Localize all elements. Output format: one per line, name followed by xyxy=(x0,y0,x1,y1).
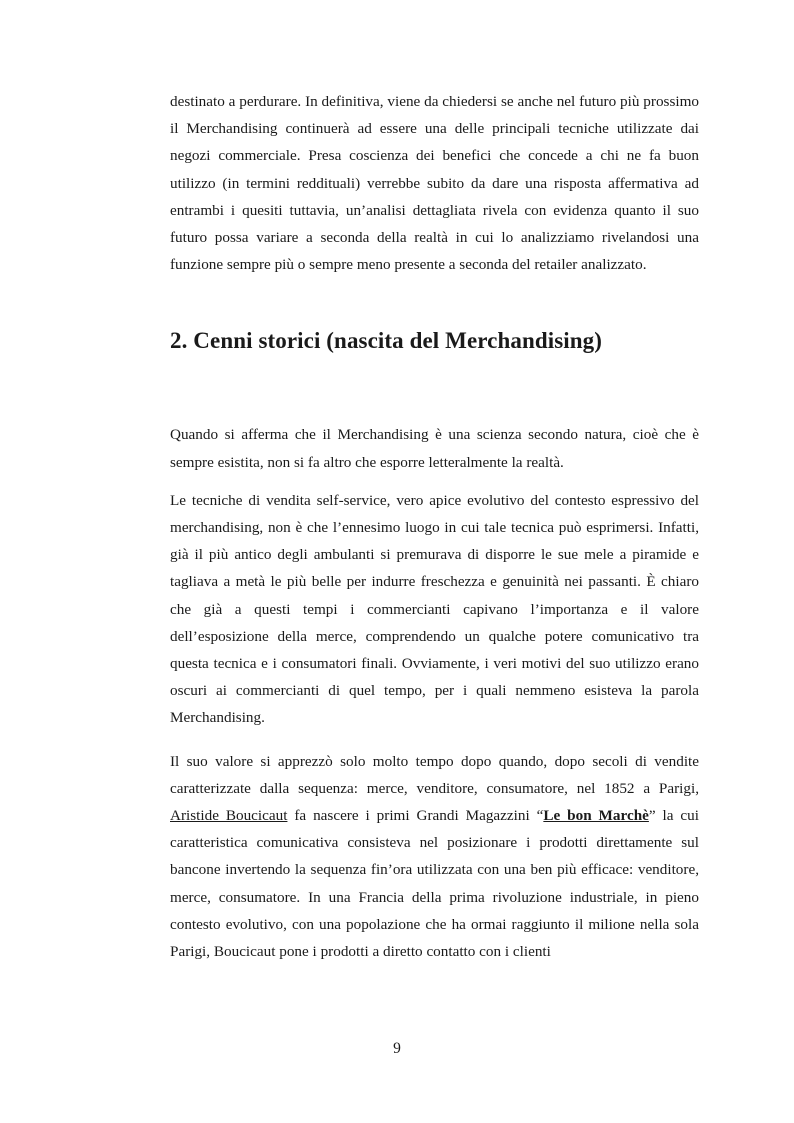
intro-paragraph: destinato a perdurare. In definitiva, viene da chiedersi se anche nel futuro più prossimo il Merchandising continuerà ad essere una delle principali tecniche utilizzate dai negozi commerciale. Presa coscienza dei benefici che concede a chi ne fa buon utilizzo (in termini reddituali) verrebbe subito da dare una risposta affermativa ad entrambi i quesiti tuttavia, un’analisi dettagliata rivela con evidenza quanto il suo futuro possa variare a seconda della realtà in cui lo analizziamo rivelandosi una funzione sempre più o sempre meno presente a seconda del retailer analizzato. xyxy=(170,93,699,274)
section-heading: 2. Cenni storici (nascita del Merchandising) xyxy=(170,328,603,354)
le-bon-marche-link[interactable]: Le bon Marchè xyxy=(543,807,649,825)
paragraph-nature: Quando si afferma che il Merchandising è una scienza secondo natura, cioè che è sempre esistita, non si fa altro che esporre letteralmente la realtà. xyxy=(170,426,699,471)
page-body xyxy=(170,88,699,965)
paragraph-boucicaut-text-a: Il suo valore si apprezzò solo molto tempo dopo quando, dopo secoli di vendite caratterizzate dalla sequenza: merce, venditore, consumatore, nel 1852 a Parigi, xyxy=(170,752,699,797)
paragraph-boucicaut xyxy=(170,748,699,966)
paragraph-boucicaut-text-b: fa nascere i primi Grandi Magazzini “ xyxy=(287,807,544,825)
page-number: 9 xyxy=(393,1040,401,1057)
aristide-boucicaut-link[interactable]: Aristide Boucicaut xyxy=(170,807,288,825)
paragraph-self-service: Le tecniche di vendita self-service, vero apice evolutivo del contesto espressivo del merchandising, non è che l’ennesimo luogo in cui tale tecnica può esprimersi. Infatti, già il più antico degli ambulanti si premurava di disporre le sue mele a piramide e tagliava a metà le più belle per indurre freschezza e genuinità nei passanti. È chiaro che già a questi tempi i commercianti capivano l’importanza e il valore dell’esposizione della merce, comprendendo un qualche potere comunicativo tra questa tecnica e i consumatori finali. Ovviamente, i veri motivi del suo utilizzo erano oscuri ai commercianti di quel tempo, per i quali nemmeno esisteva la parola Merchandising. xyxy=(170,491,699,727)
paragraph-boucicaut-text-c: ” la cui caratteristica comunicativa consisteva nel posizionare i prodotti direttamente sul bancone invertendo la sequenza fin’ora utilizzata con una ben più efficace: venditore, merce, consumatore. In una Francia della prima rivoluzione industriale, in pieno contesto evolutivo, con una popolazione che ha ormai raggiunto il milione nella sola Parigi, Boucicaut pone i prodotti a diretto contatto con i clienti xyxy=(170,807,699,961)
